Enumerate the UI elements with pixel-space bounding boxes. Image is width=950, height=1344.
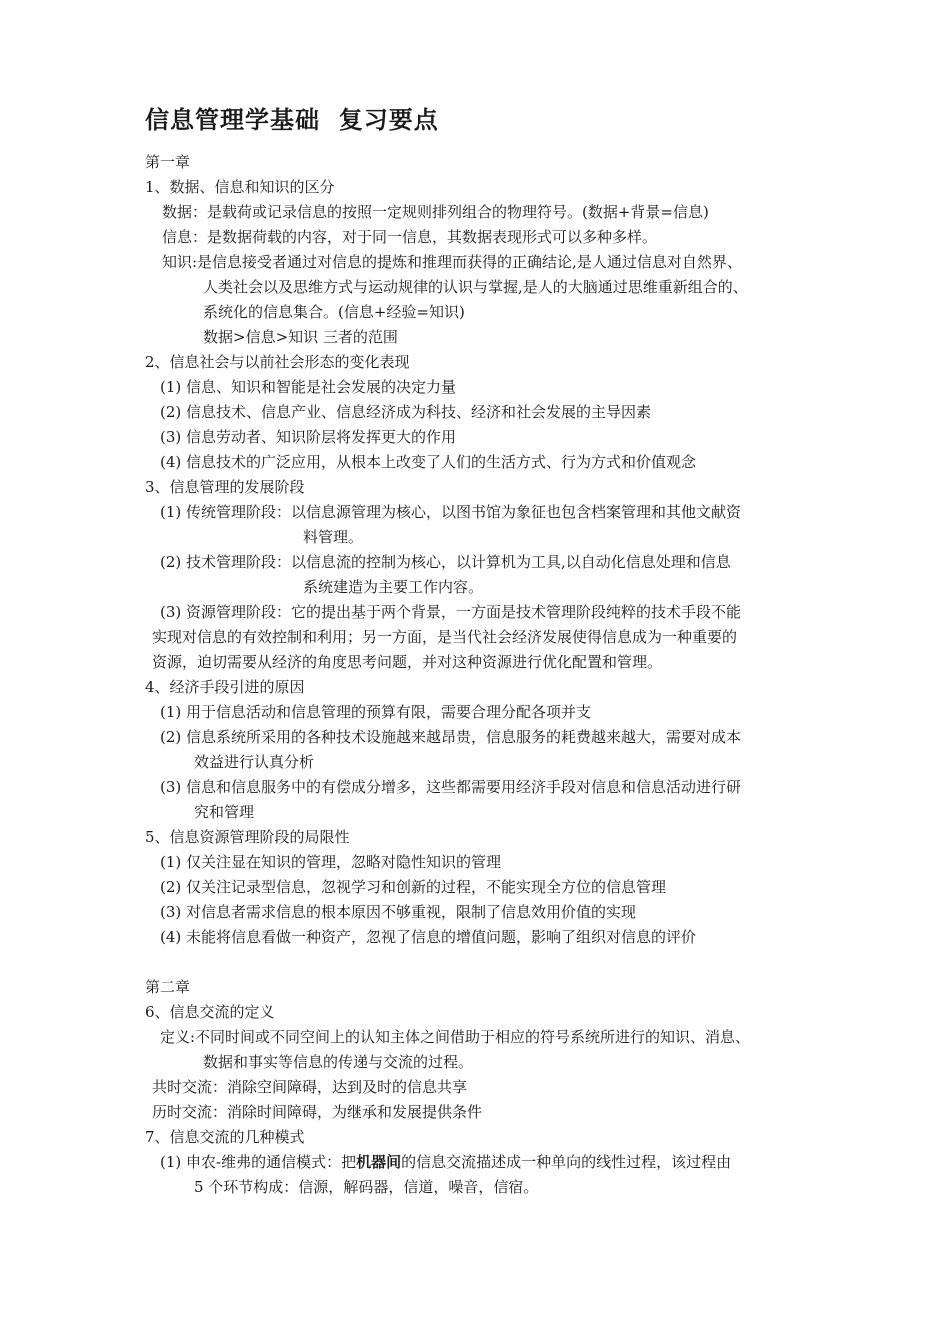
- list-item-continuation: 实现对信息的有效控制和利用；另一方面，是当代社会经济发展使得信息成为一种重要的: [152, 628, 738, 646]
- list-item: (1) 仅关注显在知识的管理，忽略对隐性知识的管理: [160, 853, 502, 871]
- synchronous-exchange: 共时交流：消除空间障碍，达到及时的信息共享: [152, 1078, 468, 1096]
- diachronic-exchange: 历时交流：消除时间障碍，为继承和发展提供条件: [152, 1103, 483, 1121]
- list-item: (2) 仅关注记录型信息，忽视学习和创新的过程，不能实现全方位的信息管理: [160, 878, 667, 896]
- list-item-continuation: 5 个环节构成：信源，解码器，信道，噪音，信宿。: [194, 1178, 539, 1196]
- scope-note: 数据>信息>知识 三者的范围: [203, 328, 398, 346]
- exchange-definition-line: 定义:不同时间或不同空间上的认知主体之间借助于相应的符号系统所进行的知识、消息、: [160, 1028, 751, 1046]
- list-item: (1) 用于信息活动和信息管理的预算有限，需要合理分配各项并支: [160, 703, 592, 721]
- list-item-continuation: 究和管理: [194, 803, 255, 821]
- exchange-definition-line: 数据和事实等信息的传递与交流的过程。: [203, 1053, 474, 1071]
- list-item: (4) 信息技术的广泛应用，从根本上改变了人们的生活方式、行为方式和价值观念: [160, 453, 697, 471]
- list-item: (2) 信息技术、信息产业、信息经济成为科技、经济和社会发展的主导因素: [160, 403, 652, 421]
- emphasis-text: 机器间: [356, 1153, 402, 1171]
- list-item: (3) 资源管理阶段：它的提出基于两个背景，一方面是技术管理阶段纯粹的技术手段不能: [160, 603, 742, 621]
- list-item: (2) 技术管理阶段：以信息流的控制为核心，以计算机为工具,以自动化信息处理和信息: [160, 553, 731, 571]
- section-1-heading: 1、数据、信息和知识的区分: [145, 178, 335, 196]
- list-item-continuation: 资源，迫切需要从经济的角度思考问题，并对这种资源进行优化配置和管理。: [152, 653, 663, 671]
- section-6-heading: 6、信息交流的定义: [145, 1003, 275, 1021]
- list-item-continuation: 系统建造为主要工作内容。: [303, 578, 484, 596]
- section-2-heading: 2、信息社会与以前社会形态的变化表现: [145, 353, 410, 371]
- list-item: (3) 信息劳动者、知识阶层将发挥更大的作用: [160, 428, 457, 446]
- list-item: [160, 1152, 731, 1172]
- section-7-heading: 7、信息交流的几种模式: [145, 1128, 305, 1146]
- list-item: (2) 信息系统所采用的各种技术设施越来越昂贵，信息服务的耗费越来越大，需要对成本: [160, 728, 742, 746]
- list-item-text: 的信息交流描述成一种单向的线性过程，该过程由: [401, 1153, 732, 1171]
- section-4-heading: 4、经济手段引进的原因: [145, 678, 305, 696]
- list-item: (4) 未能将信息看做一种资产，忽视了信息的增值问题，影响了组织对信息的评价: [160, 928, 697, 946]
- list-item: (1) 信息、知识和智能是社会发展的决定力量: [160, 378, 457, 396]
- chapter-2-heading: 第二章: [145, 978, 191, 996]
- knowledge-definition-line: 知识:是信息接受者通过对信息的提炼和推理而获得的正确结论,是人通过信息对自然界、: [162, 253, 742, 271]
- list-item: (3) 信息和信息服务中的有偿成分增多，这些都需要用经济手段对信息和信息活动进行研: [160, 778, 742, 796]
- section-5-heading: 5、信息资源管理阶段的局限性: [145, 828, 350, 846]
- list-item-continuation: 效益进行认真分析: [194, 753, 315, 771]
- chapter-1-heading: 第一章: [145, 153, 191, 171]
- list-item-continuation: 料管理。: [303, 528, 364, 546]
- data-definition: 数据：是载荷或记录信息的按照一定规则排列组合的物理符号。(数据+背景=信息): [162, 203, 709, 221]
- document-title: 信息管理学基础 复习要点: [145, 106, 439, 134]
- knowledge-definition-line: 人类社会以及思维方式与运动规律的认识与掌握,是人的大脑通过思维重新组合的、: [203, 278, 748, 296]
- knowledge-definition-line: 系统化的信息集合。(信息+经验=知识): [203, 303, 465, 321]
- list-item: (1) 传统管理阶段：以信息源管理为核心，以图书馆为象征也包含档案管理和其他文献资: [160, 503, 742, 521]
- info-definition: 信息：是数据荷载的内容，对于同一信息，其数据表现形式可以多种多样。: [162, 228, 658, 246]
- list-item: (3) 对信息者需求信息的根本原因不够重视，限制了信息效用价值的实现: [160, 903, 637, 921]
- section-3-heading: 3、信息管理的发展阶段: [145, 478, 305, 496]
- list-item-text: (1) 申农-维弗的通信模式：把: [160, 1153, 357, 1171]
